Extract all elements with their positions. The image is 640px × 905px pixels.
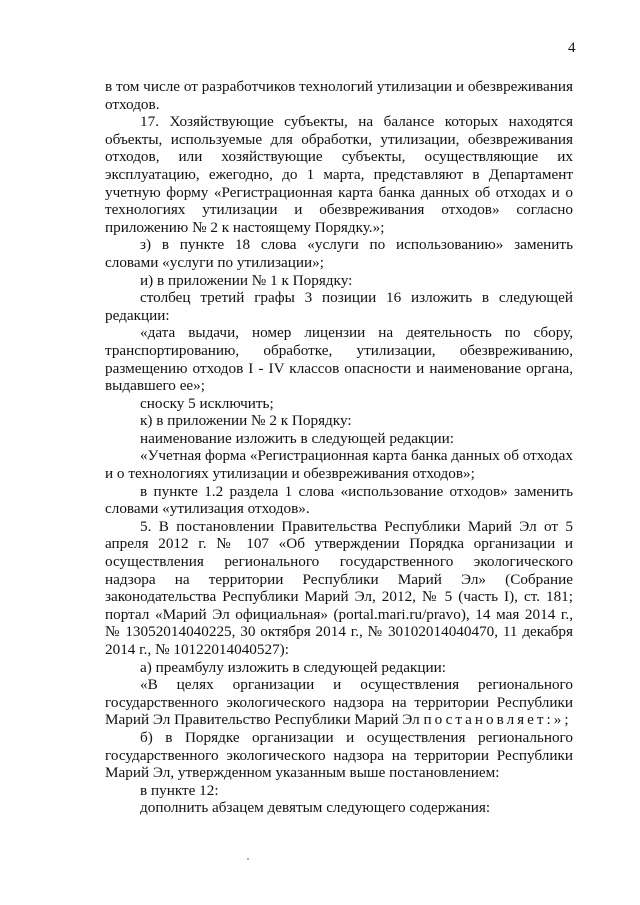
paragraph-continuation: в том числе от разработчиков технологий утилизации и обезвреживания отходов. xyxy=(105,78,573,113)
page-number: 4 xyxy=(568,40,576,56)
paragraph-a: а) преамбулу изложить в следующей редакции: xyxy=(140,658,446,676)
paragraph-add-ninth: дополнить абзацем девятым следующего содержания: xyxy=(140,799,491,817)
scan-speck xyxy=(247,858,249,860)
document-body xyxy=(105,78,573,817)
paragraph-z: з) в пункте 18 слова «услуги по использованию» заменить словами «услуги по утилизации»; xyxy=(105,236,573,271)
paragraph-i: и) в приложении № 1 к Порядку: xyxy=(140,271,353,289)
paragraph-footnote: сноску 5 исключить; xyxy=(140,394,274,412)
paragraph-title-change: наименование изложить в следующей редакции: xyxy=(140,429,454,447)
paragraph-quote-license: «дата выдачи, номер лицензии на деятельность по сбору, транспортированию, обработке, утилизации, обезвреживанию, размещению отходов I - IV классов опасности и наименование органа, выдавшего ее»; xyxy=(105,324,573,395)
paragraph-item-17: 17. Хозяйствующие субъекты, на балансе которых находятся объекты, используемые для обработки, утилизации, обезвреживания отходов, или хозяйствующие субъекты, осуществляющие их эксплуатацию, ежегодно, до 1 марта, представляют в Департамент учетную форму «Регистрационная карта банка данных об отходах и о технологиях утилизации и обезвреживания отходов» согласно приложению № 2 к настоящему Порядку.»; xyxy=(105,113,573,236)
paragraph-quote-form: «Учетная форма «Регистрационная карта банка данных об отходах и о технологиях утилизации и обезвреживания отходов»; xyxy=(105,447,573,483)
paragraph-section-1-2: в пункте 1.2 раздела 1 слова «использование отходов» заменить словами «утилизация отходов». xyxy=(105,482,573,518)
paragraph-item-5: 5. В постановлении Правительства Республики Марий Эл от 5 апреля 2012 г. № 107 «Об утверждении Порядка организации и осуществления регионального государственного экологического надзора на территории Республики Марий Эл» (Собрание законодательства Республики Марий Эл, 2012, № 5 (часть I), ст. 181; портал «Марий Эл официальная» (portal.mari.ru/pravo), 14 мая 2014 г., № 13052014040225, 30 октября 2014 г., № 30102014040470, 11 декабря 2014 г., № 10122014040527): xyxy=(105,517,573,658)
paragraph-k: к) в приложении № 2 к Порядку: xyxy=(140,412,352,430)
paragraph-point-12: в пункте 12: xyxy=(140,781,219,799)
paragraph-column-three: столбец третий графы 3 позиции 16 изложить в следующей редакции: xyxy=(105,289,573,324)
paragraph-b: б) в Порядке организации и осуществления регионального государственного экологического надзора на территории Республики Марий Эл, утвержденном указанным выше постановлением: xyxy=(105,728,573,782)
paragraph-preamble-quote xyxy=(105,676,573,729)
preamble-text: «В целях организации и осуществления регионального государственного экологического надзора на территории Республики Марий Эл Правительство Республики Марий Эл xyxy=(105,676,573,729)
preamble-resolves: постановляет:»; xyxy=(423,711,572,729)
